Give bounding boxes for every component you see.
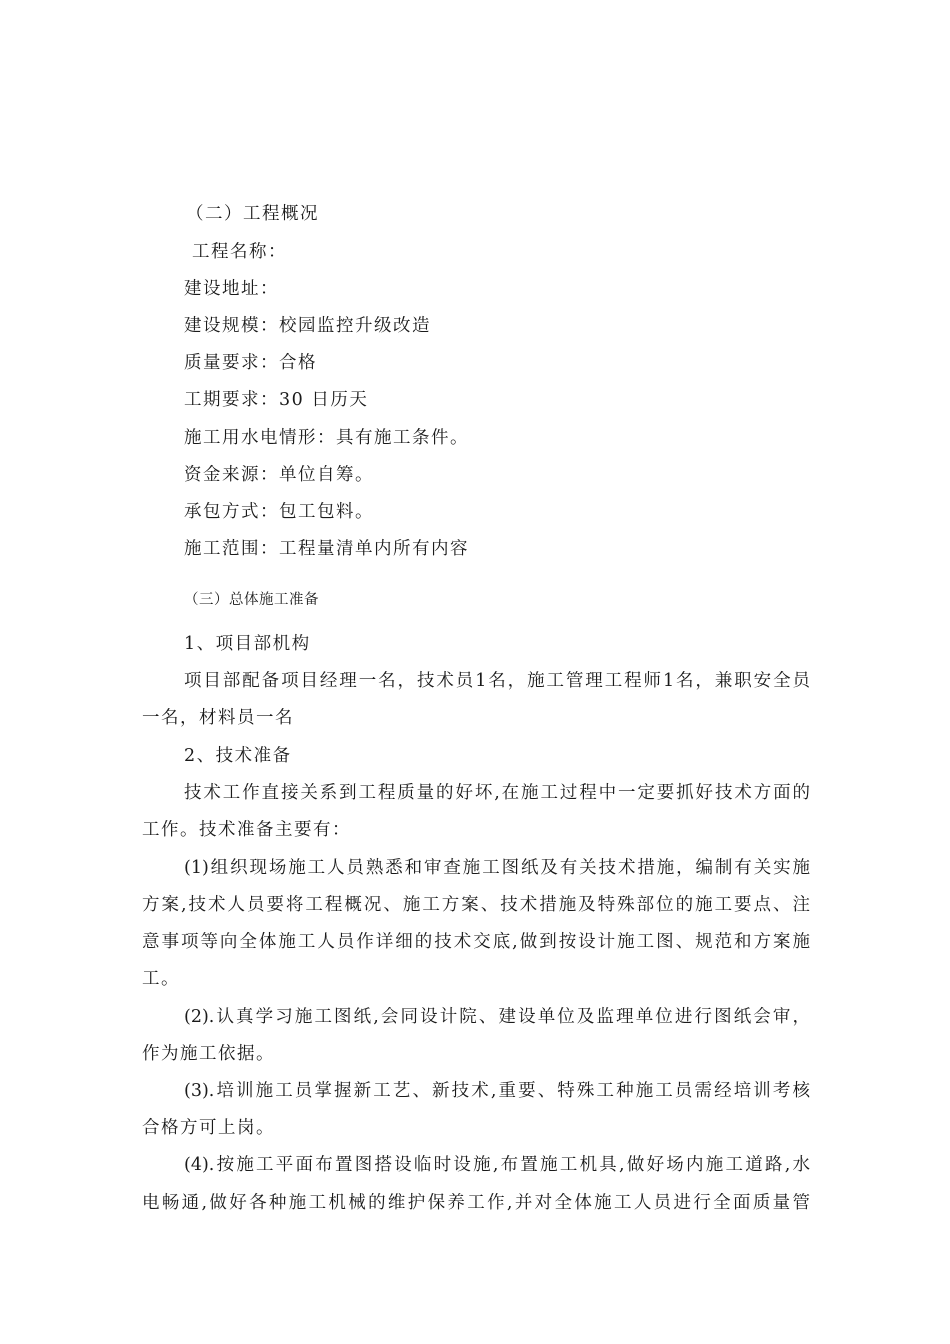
field-quality: 质量要求：合格 (184, 353, 317, 373)
paragraph-line: 作为施工依据。 (142, 1044, 275, 1064)
field-utilities: 施工用水电情形：具有施工条件。 (184, 428, 469, 448)
field-duration: 工期要求：30 日历天 (184, 390, 369, 410)
paragraph-line: 项目部配备项目经理一名，技术员1名，施工管理工程师1名，兼职安全员 (184, 671, 810, 691)
paragraph-line: 工。 (142, 969, 180, 989)
paragraph-line: 技术工作直接关系到工程质量的好坏,在施工过程中一定要抓好技术方面的 (184, 783, 810, 803)
item-title-project-dept: 1、项目部机构 (184, 634, 311, 654)
paragraph-line: 工作。技术准备主要有： (142, 820, 351, 840)
paragraph-line: 一名，材料员一名 (142, 708, 294, 728)
field-contract-mode: 承包方式：包工包料。 (184, 502, 374, 522)
field-project-name: 工程名称： (192, 242, 287, 262)
paragraph-line: 意事项等向全体施工人员作详细的技术交底,做到按设计施工图、规范和方案施 (142, 932, 810, 952)
paragraph-line: (3).培训施工员掌握新工艺、新技术,重要、特殊工种施工员需经培训考核 (184, 1081, 810, 1101)
paragraph-line: (1)组织现场施工人员熟悉和审查施工图纸及有关技术措施，编制有关实施 (184, 858, 810, 878)
field-address: 建设地址： (184, 279, 279, 299)
item-title-tech-prep: 2、技术准备 (184, 746, 292, 766)
section-heading-preparation: （三）总体施工准备 (184, 592, 319, 608)
field-scale: 建设规模：校园监控升级改造 (184, 316, 431, 336)
paragraph-line: 方案,技术人员要将工程概况、施工方案、技术措施及特殊部位的施工要点、注 (142, 895, 810, 915)
paragraph-line: (2).认真学习施工图纸,会同设计院、建设单位及监理单位进行图纸会审， (184, 1007, 810, 1027)
paragraph-line: 合格方可上岗。 (142, 1118, 275, 1138)
paragraph-line: (4).按施工平面布置图搭设临时设施,布置施工机具,做好场内施工道路,水 (184, 1155, 810, 1175)
section-heading-overview: （二）工程概况 (186, 204, 319, 224)
field-funding: 资金来源：单位自筹。 (184, 465, 374, 485)
field-scope: 施工范围：工程量清单内所有内容 (184, 539, 469, 559)
paragraph-line: 电畅通,做好各种施工机械的维护保养工作,并对全体施工人员进行全面质量管 (142, 1193, 810, 1213)
